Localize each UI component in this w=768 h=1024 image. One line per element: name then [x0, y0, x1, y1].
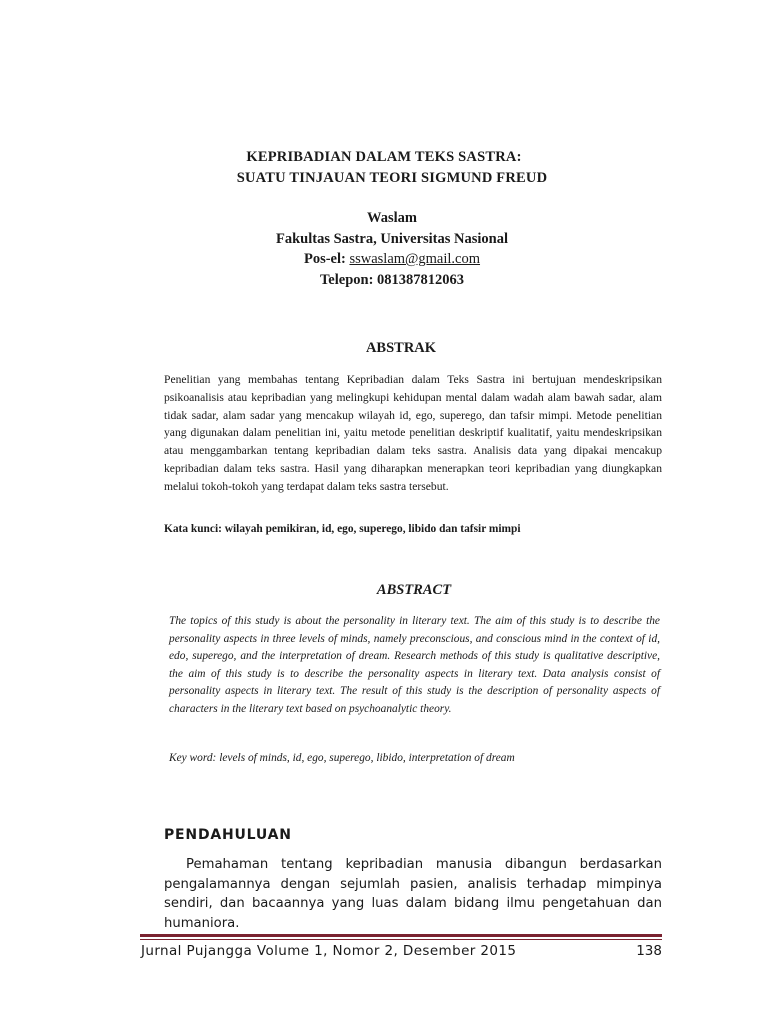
email-link[interactable]: sswaslam@gmail.com [349, 251, 481, 267]
phone-label: Telepon: [319, 272, 374, 288]
paper-title-line-1: KEPRIBADIAN DALAM TEKS SASTRA: [246, 149, 522, 165]
section-heading: PENDAHULUAN [164, 827, 292, 843]
author-name: Waslam [367, 210, 417, 226]
paper-title-line-2: SUATU TINJAUAN TEORI SIGMUND FREUD [236, 170, 548, 186]
author-phone-line [8, 272, 768, 289]
abstrak-heading: ABSTRAK [365, 340, 437, 356]
footer-rule-thick [140, 934, 662, 937]
abstract-heading: ABSTRACT [376, 582, 452, 598]
abstract-keywords: Key word: levels of minds, id, ego, superego, libido, interpretation of dream [169, 752, 515, 764]
footer-journal: Jurnal Pujangga Volume 1, Nomor 2, Desember 2015 [141, 943, 517, 959]
abstract-text: The topics of this study is about the personality in literary text. The aim of this study is to describe the personality aspects in three levels of minds, namely preconscious, and conscious mind in the context of id, edo, superego, and the interpretation of dream. Research methods of this study is qualitative descriptive, the aim of this study is to describe the personality aspects in literary text. Data analysis consist of personality aspects in literary text. The result of this study is the description of personality aspects of characters in the literary text based on psychoanalytic theory. [169, 615, 660, 715]
author-email-line [8, 251, 768, 268]
body-paragraph: Pemahaman tentang kepribadian manusia dibangun berdasarkan pengalamannya dengan sejumlah pasien, analisis terhadap mimpinya sendiri, dan bacaannya yang luas dalam bidang ilmu pengetahuan dan humaniora. [164, 857, 662, 931]
phone-number: 081387812063 [377, 272, 465, 288]
abstrak-keywords: Kata kunci: wilayah pemikiran, id, ego, superego, libido dan tafsir mimpi [164, 523, 521, 535]
page-number: 138 [636, 943, 662, 959]
abstrak-text: Penelitian yang membahas tentang Kepribadian dalam Teks Sastra ini bertujuan mendeskripsikan psikoanalisis atau kepribadian yang melingkupi kehidupan mental dalam wadah alam bawah sadar, alam tidak sadar, alam sadar yang mencakup wilayah id, ego, superego, dan tafsir mimpi. Metode penelitian yang digunakan dalam penelitian ini, yaitu metode penelitian deskriptif kualitatif, yaitu mendeskripsikan atau menggambarkan tentang kepribadian dalam teks sastra. Analisis data yang dipakai mencakup kepribadian dalam teks sastra. Hasil yang diharapkan menerapkan teori kepribadian yang diungkapkan melalui tokoh-tokoh yang terdapat dalam teks sastra tersebut. [164, 373, 662, 493]
email-label: Pos-el: [303, 251, 346, 267]
footer-rule-thin [140, 939, 662, 940]
author-affiliation: Fakultas Sastra, Universitas Nasional [275, 231, 509, 247]
